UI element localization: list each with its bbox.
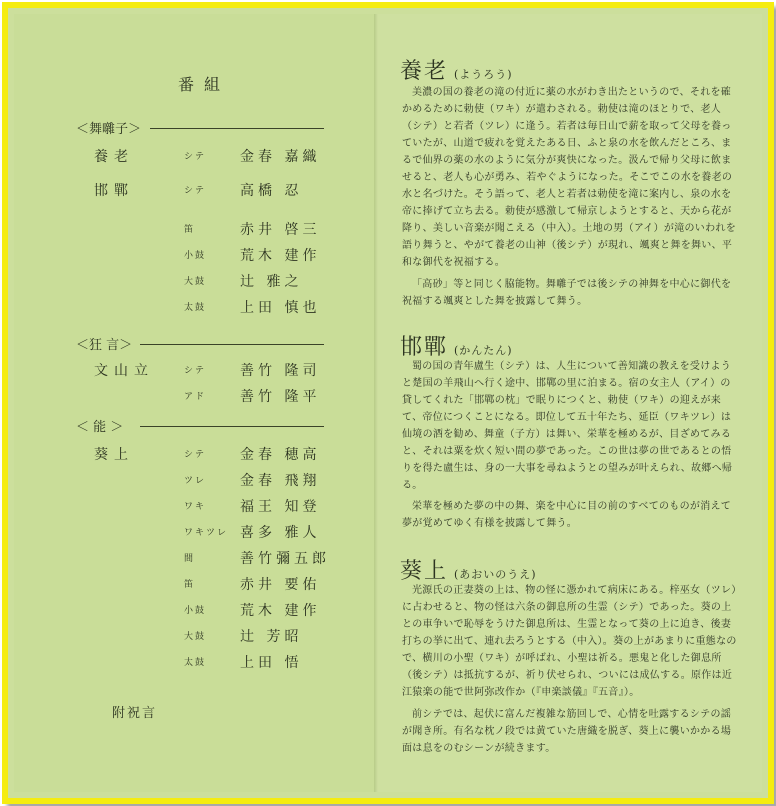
note-title [400, 330, 513, 361]
notes-page [378, 14, 762, 792]
cast-name: 上田 悟 [240, 655, 303, 671]
note-title [400, 54, 513, 85]
cast-name: 善竹彌五郎 [240, 551, 330, 567]
cast-role: 笛 [184, 225, 196, 235]
cast-row [14, 470, 374, 494]
cast-role: 笛 [184, 580, 196, 590]
cast-name: 喜多 雅人 [240, 525, 321, 541]
note-paragraph: 光源氏の正妻葵の上は、物の怪に憑かれて病床にある。梓巫女（ツレ）に占わせると、物の怪は六条の御息所の生霊（シテ）であった。葵の上との車争いで恥辱をうけた御息所は、生霊となって葵の上に迫き、後妻打ちの挙に出て、連れ去ろうとする（中入）。葵の上があまりに重態なので、横川の小聖（ワキ）が呼ばれ、小聖は祈る。悪鬼と化した御息所（後シテ）は抵抗するが、祈り伏せられ、ついには成仏する。原作は近江猿楽の能で世阿弥改作か（『申楽談儀』『五音』）。 [402, 585, 737, 698]
cast-name: 辻 雅之 [240, 274, 303, 290]
section-divider [140, 344, 324, 345]
program-page [14, 14, 374, 792]
cast-row [14, 386, 374, 410]
note-paragraph: 美濃の国の養老の滝の付近に薬の水がわき出たというので、それを確かめるために勅使（ワキ）が遣わされる。勅使は滝のほとりで、老人（シテ）と若者（ツレ）に逢う。若者は毎日山で薪を取って父母を養っていたが、山道で疲れを覚えたある日、ふと泉の水を飲んだところ、まるで仙界の薬の水のように気分が爽快になった。汲んで帰り父母に飲ませると、老人も心が勇み、若やぐようになった。そこでこの水を養老の水と名づけた。そう語って、老人と若者は勅使を滝に案内し、泉の水を帝に捧げて立ち去る。勅使が感激して帰京しようとすると、天から花が降り、美しい音楽が聞こえる（中入）。土地の男（アイ）が滝のいわれを語り舞うと、やがて養老の山神（後シテ）が現れ、颯爽と舞を舞い、平和な御代を祝福する。 [402, 87, 736, 268]
brochure-frame [2, 2, 774, 804]
note-title-text: 邯鄲 [400, 335, 449, 360]
note-paragraph: 「高砂」等と同じく脇能物。舞囃子では後シテの神舞を中心に御代を祝福する颯爽とした舞を披露して舞う。 [402, 279, 732, 307]
cast-role: シテ [184, 152, 207, 162]
cast-name: 荒木 建作 [240, 603, 321, 619]
cast-row [14, 297, 374, 321]
cast-row [14, 245, 374, 269]
cast-row [14, 444, 374, 468]
cast-role: シテ [184, 450, 207, 460]
piece-title: 葵上 [94, 447, 134, 463]
program-footer: 附祝言 [112, 706, 158, 721]
cast-row [14, 652, 374, 676]
cast-name: 荒木 建作 [240, 248, 321, 264]
cast-name: 辻 芳昭 [240, 629, 303, 645]
cast-name: 赤井 啓三 [240, 222, 321, 238]
section-label: ＜狂 言＞ [76, 338, 133, 353]
cast-name: 金春 飛翔 [240, 473, 321, 489]
section-label: ＜舞囃子＞ [76, 122, 142, 137]
cast-row [14, 219, 374, 243]
cast-role: 太鼓 [184, 658, 207, 668]
cast-role: 小鼓 [184, 606, 207, 616]
cast-name: 善竹 隆司 [240, 363, 321, 379]
section-divider [150, 128, 324, 129]
piece-title: 文山立 [94, 363, 154, 379]
cast-role: 大鼓 [184, 277, 207, 287]
cast-role: 小鼓 [184, 251, 207, 261]
section-divider [140, 426, 324, 427]
cast-role: ワキツレ [184, 528, 229, 538]
cast-name: 福王 知登 [240, 499, 321, 515]
cast-name: 金春 嘉織 [240, 149, 321, 165]
cast-role: 太鼓 [184, 303, 207, 313]
program-title: 番組 [177, 75, 230, 94]
note-paragraph: 栄華を極めた夢の中の舞、楽を中心に目の前のすべてのものが消えて夢が覚めてゆく有様を披露して舞う。 [402, 501, 732, 529]
cast-row [14, 146, 374, 170]
cast-role: シテ [184, 186, 207, 196]
cast-role: 間 [184, 554, 196, 564]
note-reading: (あおいのうえ) [454, 568, 537, 581]
note-title-text: 葵上 [400, 559, 449, 584]
cast-row [14, 522, 374, 546]
cast-row [14, 360, 374, 384]
cast-row [14, 600, 374, 624]
cast-name: 高橋 忍 [240, 183, 303, 199]
cast-row [14, 271, 374, 295]
cast-name: 金春 穂高 [240, 447, 321, 463]
note-title-text: 養老 [400, 59, 449, 84]
cast-row [14, 496, 374, 520]
cast-role: ワキ [184, 502, 207, 512]
cast-row [14, 180, 374, 204]
piece-title: 邯鄲 [94, 183, 134, 199]
section-label: ＜ 能 ＞ [76, 420, 124, 435]
cast-row [14, 548, 374, 572]
piece-title: 養老 [94, 149, 134, 165]
note-paragraph: 蜀の国の青年盧生（シテ）は、人生について善知識の教えを受けようと楚国の羊飛山へ行く途中、邯鄲の里に泊まる。宿の女主人（アイ）の貸してくれた「邯鄲の枕」で眠りにつくと、勅使（ワキ）の迎えが来て、帝位につくことになる。即位して五十年たち、延臣（ワキツレ）は仙境の酒を勧め、舞童（子方）は舞い、栄華を極めるが、目ざめてみると、それは粟を炊く短い間の夢であった。この世は夢の世であるとの悟りを得た盧生は、身の一大事を尋ねようとの望みが叶えられ、故郷へ帰る。 [402, 361, 733, 491]
cast-role: 大鼓 [184, 632, 207, 642]
cast-role: シテ [184, 366, 207, 376]
note-title [400, 554, 537, 585]
note-reading: (かんたん) [454, 344, 513, 357]
cast-row [14, 626, 374, 650]
note-paragraph: 前シテでは、起伏に富んだ複雑な筋回しで、心情を吐露するシテの謡が聞き所。有名な枕ノ段では黄ていた唐織を脱ぎ、葵上に襲いかかる場面は息をのむシーンが続きます。 [402, 709, 732, 754]
cast-name: 赤井 要佑 [240, 577, 321, 593]
cast-name: 善竹 隆平 [240, 389, 321, 405]
cast-role: ツレ [184, 476, 207, 486]
cast-role: アド [184, 392, 207, 402]
cast-row [14, 574, 374, 598]
cast-name: 上田 慎也 [240, 300, 321, 316]
note-reading: (ようろう) [454, 68, 513, 81]
